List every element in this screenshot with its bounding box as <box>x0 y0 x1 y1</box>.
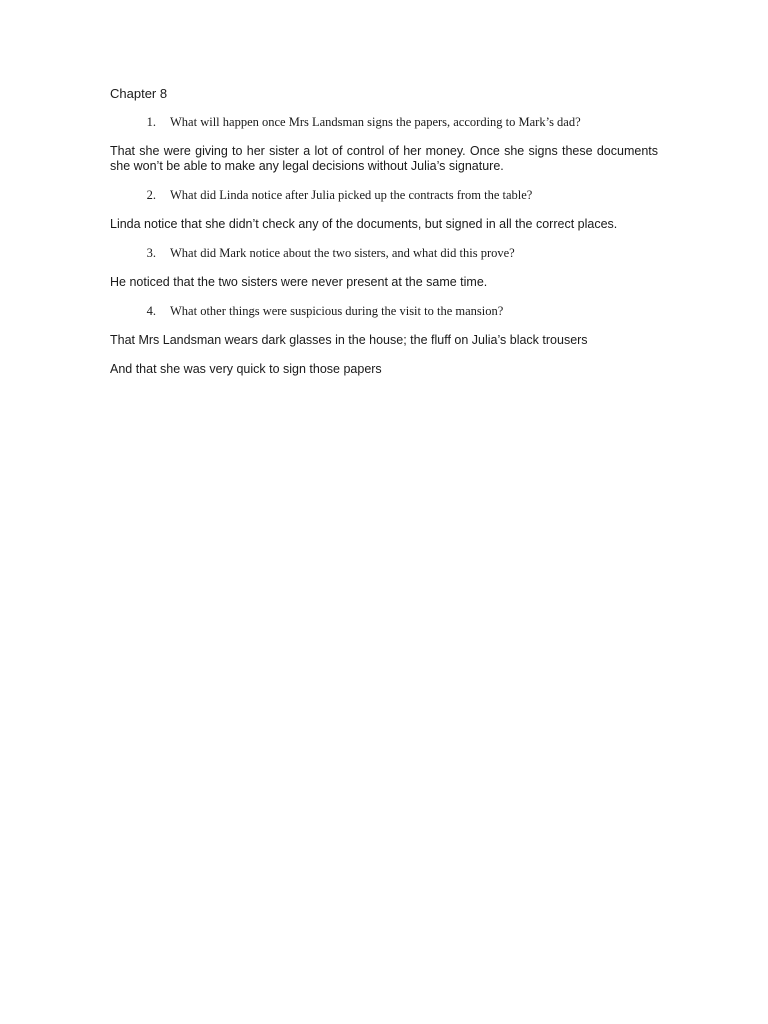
question-text: What did Mark notice about the two sisters, and what did this prove? <box>170 246 515 260</box>
answer-2: Linda notice that she didn’t check any of the documents, but signed in all the correct places. <box>110 217 618 231</box>
question-text: What will happen once Mrs Landsman signs the papers, according to Mark’s dad? <box>170 115 581 129</box>
answer-4-line-1: That Mrs Landsman wears dark glasses in the house; the fluff on Julia’s black trousers <box>110 333 588 347</box>
question-number: 3. <box>146 246 156 260</box>
question-text: What other things were suspicious during the visit to the mansion? <box>170 304 504 318</box>
question-4 <box>110 304 658 319</box>
answer-3: He noticed that the two sisters were never present at the same time. <box>110 275 488 289</box>
chapter-heading: Chapter 8 <box>110 86 168 101</box>
question-3 <box>110 246 658 261</box>
question-2 <box>110 188 658 203</box>
question-number: 2. <box>146 188 156 202</box>
answer-1: That she were giving to her sister a lot of control of her money. Once she signs these documents she won’t be able to make any legal decisions without Julia’s signature. <box>110 144 658 173</box>
question-number: 4. <box>146 304 156 318</box>
document-page <box>110 86 658 377</box>
question-text: What did Linda notice after Julia picked up the contracts from the table? <box>170 188 533 202</box>
question-1 <box>110 115 658 130</box>
answer-4-line-2: And that she was very quick to sign those papers <box>110 362 382 376</box>
question-number: 1. <box>146 115 156 129</box>
